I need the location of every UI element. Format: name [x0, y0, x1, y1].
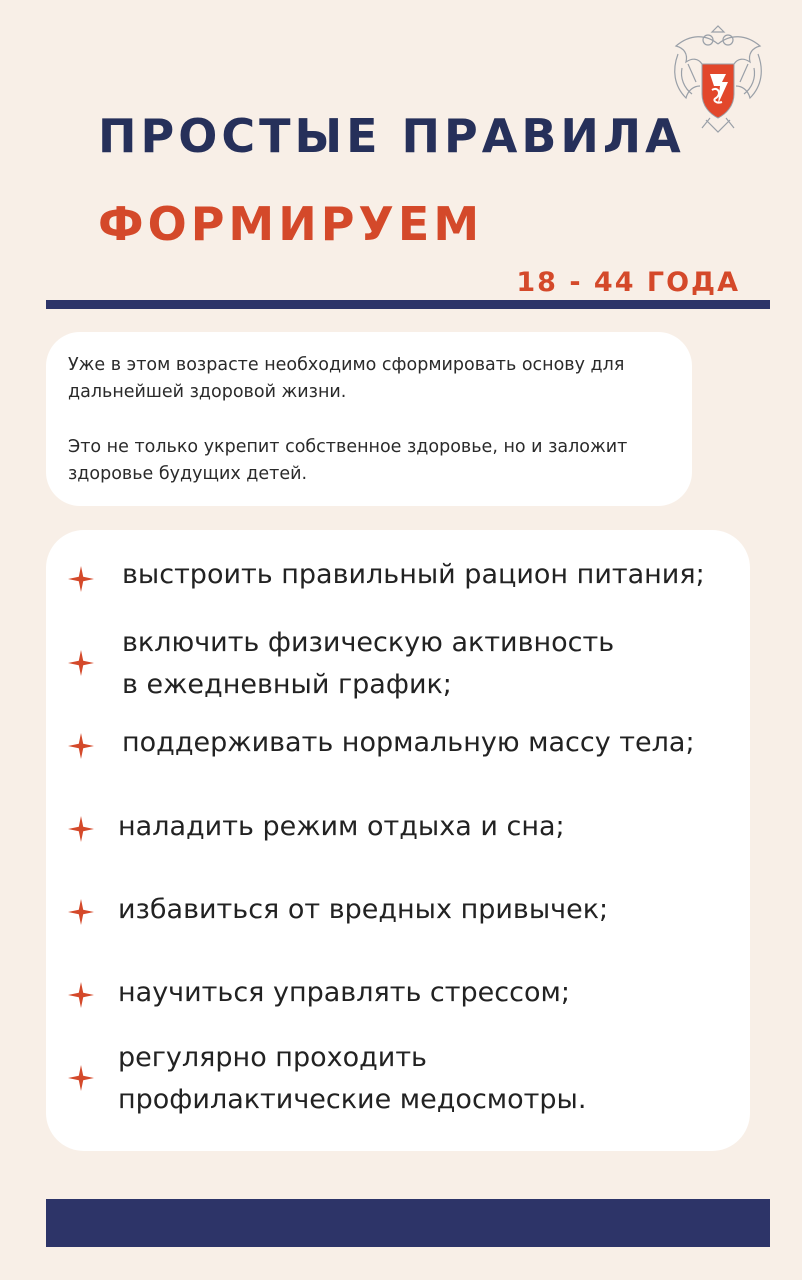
star-bullet-icon [68, 566, 94, 592]
bottom-bar [46, 1199, 770, 1247]
page-title: ПРОСТЫЕ ПРАВИЛА [98, 109, 685, 163]
top-divider [46, 300, 770, 309]
rule-item-2-line-1: включить физическую активность [122, 627, 615, 658]
rule-item-4: наладить режим отдыха и сна; [118, 811, 565, 842]
intro-card [46, 332, 692, 506]
star-bullet-icon [68, 899, 94, 925]
rule-item-7-line-1: регулярно проходить [118, 1042, 427, 1073]
rule-item-3: поддерживать нормальную массу тела; [122, 727, 695, 758]
page-subtitle: ФОРМИРУЕМ [98, 197, 484, 251]
star-bullet-icon [68, 1065, 94, 1091]
intro-paragraph-2: Это не только укрепит собственное здоровье, но и заложит здоровье будущих детей. [68, 437, 628, 484]
rule-item-1: выстроить правильный рацион питания; [122, 559, 705, 590]
star-bullet-icon [68, 816, 94, 842]
star-bullet-icon [68, 733, 94, 759]
star-bullet-icon [68, 650, 94, 676]
intro-paragraph-1: Уже в этом возрасте необходимо сформировать основу для дальнейшей здоровой жизни. [68, 355, 625, 402]
rules-card [46, 530, 750, 1151]
star-bullet-icon [68, 982, 94, 1008]
rule-item-6: научиться управлять стрессом; [118, 977, 570, 1008]
age-range: 18 - 44 ГОДА [516, 267, 740, 298]
rule-item-2-line-2: в ежедневный график; [122, 669, 452, 700]
rule-item-5: избавиться от вредных привычек; [118, 894, 609, 925]
rule-item-7-line-2: профилактические медосмотры. [118, 1084, 587, 1115]
